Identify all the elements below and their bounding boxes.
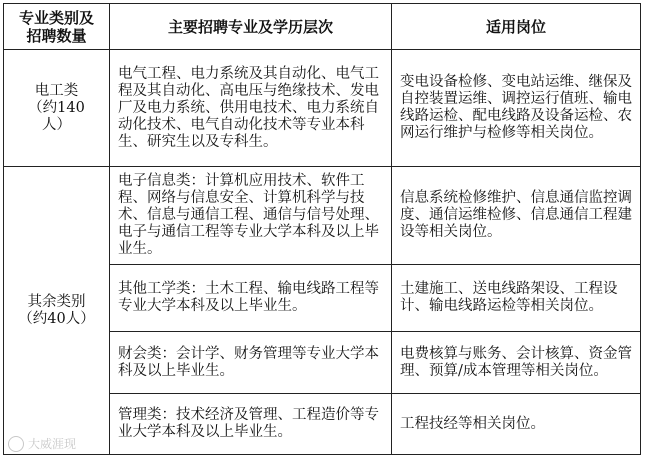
positions-finance: 电费核算与账务、会计核算、资金管理、预算/成本管理等相关岗位。 <box>392 332 641 394</box>
table-row-electronic-info <box>4 167 641 265</box>
category-other <box>4 167 110 455</box>
category-electrician <box>4 50 110 167</box>
header-positions: 适用岗位 <box>392 4 641 50</box>
watermark-text: 大威涯现 <box>28 436 77 451</box>
positions-electronic-info: 信息系统检修维护、信息通信监控调度、通信运维检修、信息通信工程建设等相关岗位。 <box>392 167 641 265</box>
majors-electronic-info: 电子信息类：计算机应用技术、软件工程、网络与信息安全、计算机科学与技术、信息与通信工程、通信与信号处理、电子与通信工程等专业大学本科及以上毕业生。 <box>110 167 392 265</box>
recruitment-table <box>3 3 641 455</box>
majors-electrician: 电气工程、电力系统及其自动化、电气工程及其自动化、高电压与绝缘技术、发电厂及电力系统、供用电技术、电力系统自动化技术、电气自动化技术等专业本科生、研究生以及专科生。 <box>110 50 392 167</box>
positions-electrician: 变电设备检修、变电站运维、继保及自控装置运维、调控运行值班、输电线路运检、配电线路及设备运检、农网运行维护与检修等相关岗位。 <box>392 50 641 167</box>
header-majors: 主要招聘专业及学历层次 <box>110 4 392 50</box>
positions-management: 工程技经等相关岗位。 <box>392 394 641 455</box>
header-category-line2: 招聘数量 <box>26 26 87 45</box>
header-category <box>4 4 110 50</box>
watermark-logo-icon <box>8 436 24 452</box>
majors-other-engineering: 其他工学类：土木工程、输电线路工程等专业大学本科及以上毕业生。 <box>110 265 392 332</box>
category-other-line2: （约40人） <box>18 310 95 327</box>
category-electrician-line3: 人） <box>42 116 71 133</box>
table-row-electrician <box>4 50 641 167</box>
category-electrician-line2: （约140 <box>28 99 85 116</box>
majors-finance: 财会类：会计学、财务管理等专业大学本科及以上毕业生。 <box>110 332 392 394</box>
category-other-line1: 其余类别 <box>27 293 86 310</box>
header-row <box>4 4 641 50</box>
majors-management: 管理类：技术经济及管理、工程造价等专业大学本科及以上毕业生。 <box>110 394 392 455</box>
positions-other-engineering: 土建施工、送电线路架设、工程设计、输电线路运检等相关岗位。 <box>392 265 641 332</box>
header-category-line1: 专业类别及 <box>18 8 94 27</box>
watermark <box>8 435 76 453</box>
category-electrician-line1: 电工类 <box>34 82 79 99</box>
